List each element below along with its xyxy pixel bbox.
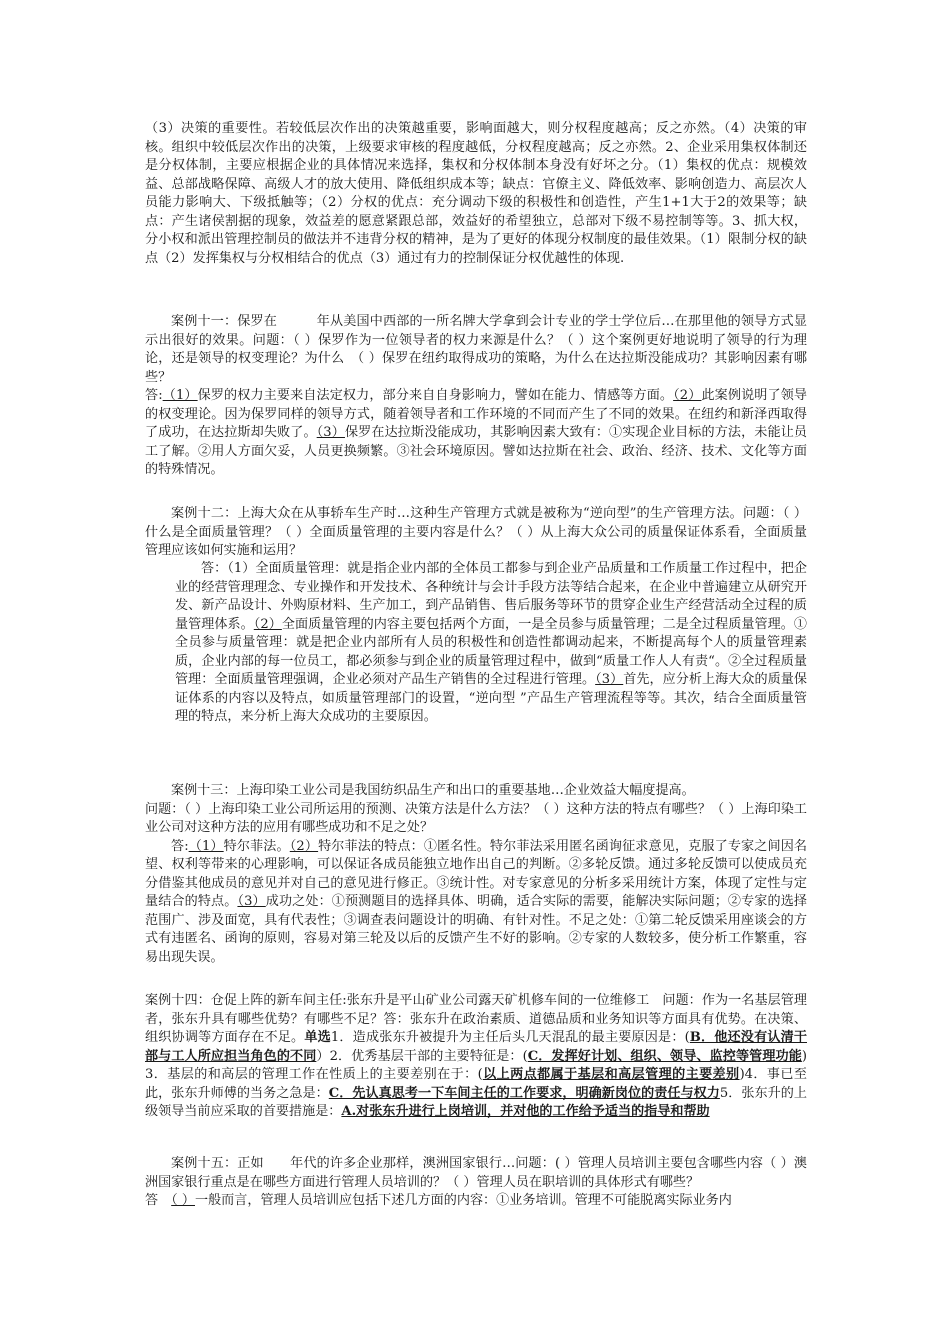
answer-1-marker: （ ） xyxy=(171,1193,195,1208)
answer-2: C．发挥好计划、组织、领导、监控等管理功能 xyxy=(527,1048,802,1064)
answer-3-text: 成功之处：①预测题目的选择具体、明确，适合实际的需要，能解决实际问题；②专家的选择范围广、涉及面宽，具有代表性；③调查表问题设计的明确、有针对性。不足之处：①第二轮反馈采用座谈会的方式有违匿名、函询的原则，容易对第三轮及以后的反馈产生不好的影响。②专家的人数较多，使分析工作繁重，容易出现失误。 xyxy=(145,894,808,965)
answer-label: 答: xyxy=(145,388,163,403)
case-11-question: 案例十一：保罗在 年从美国中西部的一所名牌大学拿到会计专业的学士学位后…在那里他的领导方式显示出很好的效果。问题：（ ）保罗作为一位领导者的权力来源是什么？（ ）这个案例更好地说明了领导的行为理论，还是领导的权变理论？为什么 （ ）保罗在纽约取得成功的策略，为什么在达拉斯没能成功？其影响因素有哪些？ xyxy=(145,314,807,385)
answer-1-text: 特尔菲法。 xyxy=(223,838,290,854)
case-13 xyxy=(145,782,807,967)
case-11-answer xyxy=(145,387,807,480)
case-13-answer xyxy=(145,838,807,968)
answer-3: 以上两点都属于基层和高层管理的主要差别 xyxy=(482,1067,740,1082)
case-15-question: 案例十五：正如 年代的许多企业那样，澳洲国家银行…问题：( ）管理人员培训主要包含哪些内容（ ）澳洲国家银行重点是在哪些方面进行管理人员培训的？（ ）管理人员在职培训的具体形式有哪些？ xyxy=(145,1156,807,1190)
answer-1-text: 一般而言，管理人员培训应包括下述几方面的内容：①业务培训。管理不可能脱离实际业务内 xyxy=(195,1193,732,1208)
answer-2-marker: （2） xyxy=(253,616,282,632)
case-15 xyxy=(145,1155,807,1211)
answer-5: A.对张东升进行上岗培训，并对他的工作给予适当的指导和帮助 xyxy=(341,1104,710,1119)
question-1: 1．造成张东升被提升为主任后头几天混乱的最主要原因是：( xyxy=(330,1030,690,1045)
answer-3-text: 保罗在达拉斯没能成功，其影响因素大致有：①实现企业目标的方法，未能让员工了解。②用人方面欠妥，人员更换频繁。③社会环境原因。譬如达拉斯在社会、政治、经济、技术、文化等方面的特殊情况。 xyxy=(145,425,808,477)
answer-label: 答 xyxy=(145,1193,172,1208)
paragraph-text: （3）决策的重要性。若较低层次作出的决策越重要，影响面越大，则分权程度越高；反之亦然。（4）决策的审核。组织中较低层次作出的决策，上级要求审核的程度越低，分权程度越高；反之亦然。2、企业采用集权体制还是分权体制，主要应根据企业的具体情况来选择，集权和分权体制本身没有好坏之分。（1）集权的优点：规模效益、总部战略保障、高级人才的放大使用、降低组织成本等；缺点：官僚主义、降低效率、影响创造力、高层次人员能力影响大、下级抵触等；（2）分权的优点：充分调动下级的积极性和创造性，产生1+1大于2的效果等；缺点：产生诸侯割据的现象，效益差的愿意紧跟总部，效益好的希望独立，总部对下级不易控制等等。3、抓大权，分小权和派出管理控制员的做法并不违背分权的精神，是为了更好的体现分权制度的最佳效果。（1）限制分权的缺点（2）发挥集权与分权相结合的优点（3）通过有力的控制保证分权优越性的体现. xyxy=(145,121,807,266)
case-15-answer xyxy=(145,1192,807,1211)
question-2: ）2．优秀基层干部的主要特征是：( xyxy=(316,1048,528,1064)
answer-3-marker: （3） xyxy=(237,894,266,909)
case-12-question: 案例十二：上海大众在从事轿车生产时…这种生产管理方式就是被称为“逆向型”的生产管理方法。问题：（ ）什么是全面质量管理？（ ）全面质量管理的主要内容是什么？（ ）从上海大众公司的质量保证体系看，全面质量管理应该如何实施和运用？ xyxy=(145,506,807,558)
answer-2-marker: （2） xyxy=(289,838,319,854)
case-14 xyxy=(145,992,807,1122)
answer-2-text: 此案例说明了领导的权变理论。因为保罗同样的领导方式，随着领导者和工作环境的不同而产生了不同的效果。在纽约和新泽西取得了成功，在达拉斯却失败了。 xyxy=(145,388,808,440)
answer-2-text: 全面质量管理的内容主要包括两个方面，一是全员参与质量管理；二是全过程质量管理。①全员参与质量管理：就是把企业内部所有人员的积极性和创造性都调动起来，不断提高每个人的质量管理素质，企业内部的每一位员工，都必须参与到企业的质量管理过程中，做到“质量工作人人有责“。②全过程质量管理：全面质量管理强调，企业必须对产品生产销售的全过程进行管理。 xyxy=(175,616,808,687)
answer-3-marker: （3） xyxy=(316,425,345,440)
case-12-answer xyxy=(175,560,807,727)
case-11 xyxy=(145,313,807,480)
answer-4: C．先认真思考一下车间主任的工作要求，明确新岗位的责任与权力 xyxy=(328,1085,720,1101)
case-14-body xyxy=(145,992,807,1122)
case-12-question-block xyxy=(145,505,807,561)
single-choice-label: 单选 xyxy=(304,1030,331,1045)
answer-3-marker: （3） xyxy=(595,672,624,687)
answer-1-marker: （1） xyxy=(162,388,198,403)
case-13-question: 问题：（ ）上海印染工业公司所运用的预测、决策方法是什么方法？（ ）这种方法的特点有哪些？（ ）上海印染工业公司对这种方法的应用有哪些成功和不足之处？ xyxy=(145,801,807,835)
answer-2-marker: （2） xyxy=(673,388,702,403)
answer-3-text: 首先，应分析上海大众的质量保证体系的内容以及特点，如质量管理部门的设置，“逆向型 ”产品生产管理流程等等。其次，结合全面质量管理的特点，来分析上海大众成功的主要原因。 xyxy=(175,672,808,724)
answer-2-text: 特尔菲法的特点：①匿名性。特尔菲法采用匿名函询征求意见，克服了专家之间因名望、权利等带来的心理影响，可以保证各成员能独立地作出自己的判断。②多轮反馈。通过多轮反馈可以使成员充分借鉴其他成员的意见并对自己的意见进行修正。③统计性。对专家意见的分析多采用统计方案，体现了定性与定量结合的特点。 xyxy=(145,838,808,909)
case-13-title: 案例十三：上海印染工业公司是我国纺织品生产和出口的重要基地…企业效益大幅度提高。 xyxy=(171,783,695,798)
question-3: )3．基层的和高层的管理工作在性质上的主要差别在于：( xyxy=(145,1048,808,1082)
case-14-question: 案例十四：仓促上阵的新车间主任:张东升是平山矿业公司露天矿机修车间的一位维修工 问题：作为一名基层管理者，张东升具有哪些优势？有哪些不足？答：张东升在政治素质、道德品质和业务知识等方面具有优势。在决策、组织协调等方面存在不足。 xyxy=(145,993,807,1045)
question-4: )4．事已至此，张东升师傅的当务之急是： xyxy=(145,1067,807,1101)
question-5: 5．张东升的上级领导当前应采取的首要措施是： xyxy=(145,1085,807,1119)
answer-1-marker: （1） xyxy=(188,838,224,854)
answer-1: B．他还没有认清干部与工人所应担当角色的不同 xyxy=(145,1030,807,1064)
answer-label: 答: xyxy=(171,838,189,854)
paragraph-decentralization xyxy=(145,120,807,268)
answer-1-text: 保罗的权力主要来自法定权力，部分来自自身影响力，譬如在能力、情感等方面。 xyxy=(197,388,674,403)
case-12-answer-block xyxy=(175,560,807,727)
answer-1-text: 答：（1）全面质量管理：就是指企业内部的全体员工都参与到企业产品质量和工作质量工作过程中，把企业的经营管理理念、专业操作和开发技术、各种统计与会计手段方法等结合起来，在企业中普遍建立从研究开发、新产品设计、外购原材料、生产加工，到产品销售、售后服务等环节的贯穿企业生产经营活动全过程的质量管理体系。 xyxy=(175,561,807,632)
